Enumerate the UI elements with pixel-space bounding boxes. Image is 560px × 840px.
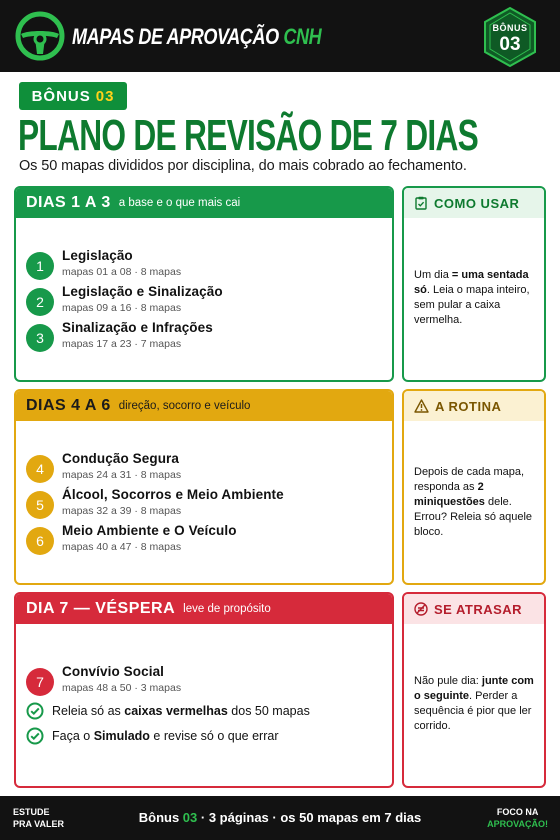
item-meta: mapas 40 a 47 · 8 mapas: [62, 541, 182, 553]
section-days-4-6: [14, 389, 394, 585]
side-card-text: Um dia = uma sentada só. Leia o mapa inteiro, sem pular a caixa vermelha.: [414, 269, 530, 326]
check-circle-icon: [26, 702, 44, 720]
item-meta: mapas 32 a 39 · 8 mapas: [62, 505, 182, 517]
item-name: Legislação: [62, 248, 133, 263]
page-title: PLANO DE REVISÃO DE 7 DIAS: [18, 111, 479, 160]
footer-bar: [0, 796, 560, 840]
steering-wheel-icon: [14, 10, 66, 62]
item-number: 1: [26, 252, 54, 280]
item-number: 3: [26, 324, 54, 352]
item-meta: mapas 17 a 23 · 7 mapas: [62, 338, 182, 350]
item-number: 7: [26, 668, 54, 696]
side-card-title: COMO USAR: [434, 195, 520, 211]
checklist-item: [26, 702, 310, 720]
side-card-header: [404, 594, 544, 624]
badge-label: BÔNUS: [492, 23, 528, 33]
side-card-how-to-use: [402, 186, 546, 382]
item-number: 6: [26, 527, 54, 555]
item-number: 5: [26, 491, 54, 519]
item-name: Sinalização e Infrações: [62, 320, 213, 335]
item-meta: mapas 48 a 50 · 3 mapas: [62, 682, 182, 694]
item-name: Meio Ambiente e O Veículo: [62, 523, 237, 538]
header-bar: [0, 0, 560, 72]
item-meta: mapas 24 a 31 · 8 mapas: [62, 469, 182, 481]
item-meta: mapas 01 a 08 · 8 mapas: [62, 266, 182, 278]
section-header: [16, 594, 392, 624]
section-day-7: [14, 592, 394, 788]
skip-icon: [414, 602, 428, 616]
item-name: Legislação e Sinalização: [62, 284, 223, 299]
item-meta: mapas 09 a 16 · 8 mapas: [62, 302, 182, 314]
side-card-header: [404, 188, 544, 218]
footer-left: ESTUDE PRA VALER: [13, 807, 65, 829]
page-subtitle: Os 50 mapas divididos por disciplina, do mais cobrado ao fechamento.: [19, 158, 467, 174]
section-header: [16, 391, 392, 421]
item-number: 4: [26, 455, 54, 483]
section-days-1-3: [14, 186, 394, 382]
side-card-header: [404, 391, 544, 421]
side-card-text: Depois de cada mapa, responda as 2 miniquestões dele. Errou? Releia só aquele bloco.: [414, 466, 533, 538]
warning-icon: [414, 399, 429, 413]
check-circle-icon: [26, 727, 44, 745]
checklist-text: Faça o Simulado e revise só o que errar: [52, 729, 279, 743]
section-caption: leve de propósito: [183, 603, 271, 615]
side-card-title: SE ATRASAR: [434, 601, 523, 617]
side-card-text: Não pule dia: junte com o seguinte. Perder a sequência é pior que ler corrido.: [414, 675, 534, 732]
checklist-text: Releia só as caixas vermelhas dos 50 mapas: [52, 704, 310, 718]
clipboard-icon: [414, 196, 428, 210]
section-title: DIAS 4 A 6: [26, 397, 111, 414]
item-number: 2: [26, 288, 54, 316]
section-caption: a base e o que mais cai: [118, 197, 241, 209]
bonus-tag: BÔNUS 03: [19, 82, 127, 110]
brand-title: MAPAS DE APROVAÇÃO CNH: [72, 24, 322, 49]
badge-number: 03: [499, 34, 521, 55]
section-title: DIA 7 — VÉSPERA: [26, 600, 176, 617]
item-name: Álcool, Socorros e Meio Ambiente: [62, 487, 284, 502]
item-name: Condução Segura: [62, 451, 180, 466]
bonus-badge: [482, 6, 538, 68]
side-card-routine: [402, 389, 546, 585]
footer-right: FOCO NA APROVAÇÃO!: [487, 807, 548, 829]
footer-center: Bônus 03 · 3 páginas · os 50 mapas em 7 dias: [138, 810, 422, 825]
section-title: DIAS 1 A 3: [26, 194, 111, 211]
checklist-item: [26, 727, 279, 745]
side-card-title: A ROTINA: [435, 398, 502, 414]
section-caption: direção, socorro e veículo: [118, 400, 251, 412]
item-name: Convívio Social: [62, 664, 165, 679]
section-header: [16, 188, 392, 218]
side-card-if-late: [402, 592, 546, 788]
